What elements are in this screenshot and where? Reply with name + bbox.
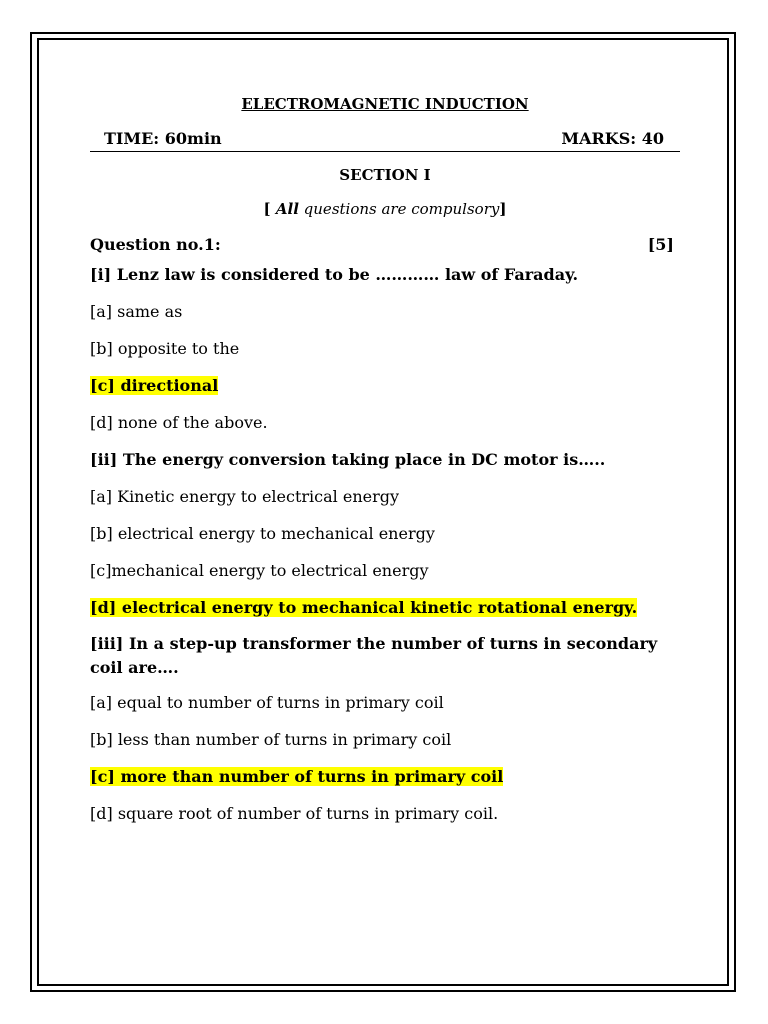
question-2-option-c: [c]mechanical energy to electrical energy	[90, 561, 429, 580]
question-heading-row	[90, 234, 680, 256]
question-3-option-a: [a] equal to number of turns in primary coil	[90, 693, 444, 712]
question-2-option-a: [a] Kinetic energy to electrical energy	[90, 487, 400, 506]
question-marks: [5]	[647, 235, 674, 254]
section-title: SECTION I	[339, 166, 431, 184]
question-1-text: [i] Lenz law is considered to be ………… law of Faraday.	[90, 265, 579, 284]
instruction-open-bracket: [	[263, 200, 276, 218]
exam-meta-row	[90, 126, 680, 152]
question-1-option-a: [a] same as	[90, 302, 183, 321]
question-heading: Question no.1:	[90, 235, 221, 254]
exam-marks: MARKS: 40	[561, 129, 664, 148]
question-3-text: [iii] In a step-up transformer the number of turns in secondary coil are….	[90, 634, 658, 677]
answer-highlight: [d] electrical energy to mechanical kinetic rotational energy.	[90, 598, 638, 617]
instruction-text: questions are compulsory	[298, 200, 500, 218]
answer-highlight: [c] more than number of turns in primary coil	[90, 767, 504, 786]
question-3-option-c	[90, 758, 680, 795]
question-2-option-b: [b] electrical energy to mechanical energy	[90, 524, 435, 543]
question-3-option-b: [b] less than number of turns in primary coil	[90, 730, 452, 749]
instruction-line	[90, 198, 680, 220]
exam-time: TIME: 60min	[104, 129, 222, 148]
question-3-option-d: [d] square root of number of turns in primary coil.	[90, 804, 499, 823]
question-1-option-b: [b] opposite to the	[90, 339, 240, 358]
question-2-option-d	[90, 589, 680, 626]
document-title: ELECTROMAGNETIC INDUCTION	[241, 95, 529, 113]
question-2-text: [ii] The energy conversion taking place in DC motor is…..	[90, 450, 606, 469]
question-1-option-c	[90, 367, 680, 404]
question-1-option-d: [d] none of the above.	[90, 413, 268, 432]
instruction-all: All	[275, 200, 299, 218]
exam-page	[90, 94, 680, 832]
answer-highlight: [c] directional	[90, 376, 219, 395]
instruction-close-bracket: ]	[499, 200, 507, 218]
